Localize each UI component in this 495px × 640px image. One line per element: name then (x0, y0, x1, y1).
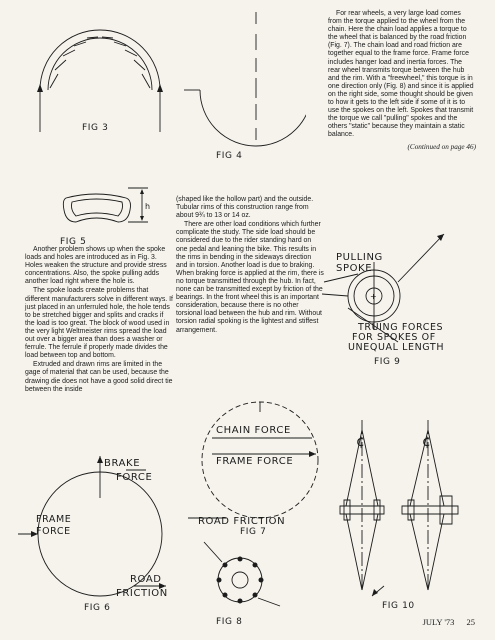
page-number: 25 (466, 617, 475, 627)
fig6-road-2: FRICTION (116, 588, 168, 599)
rim-section (63, 194, 130, 222)
middle-column (176, 196, 324, 336)
issue-date: JULY '73 (422, 617, 455, 627)
rim-outer-arc (40, 30, 160, 90)
right-column (328, 10, 476, 151)
fig9-pulling-1: PULLING (336, 252, 383, 263)
fig6-frame-2: FORCE (36, 526, 71, 537)
continued-note: (Continued on page 46) (407, 142, 476, 151)
fig6-label: FIG 6 (84, 603, 111, 613)
fig4-label: FIG 4 (216, 151, 243, 160)
centerline-right: ¢ (422, 434, 432, 450)
fig9-caption-1: TRUING FORCES (358, 322, 444, 333)
fig9-diagram (318, 222, 488, 372)
fig6-brake-1: BRAKE (104, 458, 141, 469)
fig3-diagram (30, 8, 170, 148)
fig7-chain-force: CHAIN FORCE (216, 425, 291, 436)
fig5-dim-label: h (145, 202, 151, 211)
fig6-svg (16, 450, 181, 620)
fig9-caption-2: FOR SPOKES OF (352, 332, 436, 343)
freewheel-teeth (217, 557, 264, 604)
fig9-label: FIG 9 (374, 357, 401, 367)
right-para-1: For rear wheels, a very large load comes from the torque applied to the wheel from the chain. Here the chain load applies a torque to the wheel that is balanced by the road friction (Fig. 7). The chain load and road friction are together equal to the frame force. Frame force includes hanger load and inertia forces. The rear wheel transmits torque between the hub and the rim. With a "freewheel," this torque is in one direction only (Fig. 8) and since it is applied on the right side, some thought should be given to how it gets to the left side if some of it is to use the spokes on the left. Spokes that transmit the torque we call "pulling" spokes and the others "static" because they maintain a static balance. (328, 10, 474, 139)
left-para-1: Another problem shows up when the spoke loads and holes are introduced as in Fig. 3. Holes weaken the structure and provide stress concentrations. Also, the spoke pulling adds another load right where the hole is. (25, 246, 167, 286)
fig7-diagram (186, 398, 336, 538)
fig6-brake-2: FORCE (116, 472, 153, 483)
fig7-label: FIG 7 (240, 527, 267, 537)
fig8-svg (196, 540, 306, 630)
fig8-label: FIG 8 (216, 617, 243, 627)
fig10-label: FIG 10 (382, 601, 415, 611)
fig8-diagram (196, 540, 306, 630)
half-rim-arc (200, 90, 306, 146)
fig9-caption-3: UNEQUAL LENGTH (348, 342, 445, 353)
mid-para-1: (shaped like the hollow part) and the outside. Tubular rims of this construction range from about 9¾ to 13 or 14 oz. (176, 196, 314, 220)
fig3-svg (30, 8, 170, 148)
fig10-svg (332, 410, 492, 620)
left-para-2: The spoke loads create problems that different manufacturers solve in different ways. If just placed in an unferruled hole, the hole tends to be stretched bigger and splits and cracks if the load is too great. The block of wood used in the very light Weltmeister rims spread the load out over a bigger area than does a washer or ferrule. The ferrule if properly made divides the load between top and bottom. (25, 287, 173, 360)
left-column (25, 246, 173, 395)
fig5-svg (56, 186, 166, 252)
fig7-svg (186, 398, 336, 538)
fig6-diagram (16, 450, 181, 620)
fig5-diagram (56, 186, 166, 252)
rim-inner-arc (48, 38, 152, 90)
left-para-3: Extruded and drawn rims are limited in the gage of material that can be used, because the drawing die does not have a good solid direct tie between the inside (25, 361, 173, 393)
fig3-label: FIG 3 (82, 123, 109, 133)
mid-para-2: There are other load conditions which further complicate the study. The side load should be considered due to the rider standing hard on one pedal and leaning the bike. This results in the rims in bending in the sideways direction and in torsion. Another load is due to braking. When braking force is applied at the rim, there is no torque transmitted through the hub. In fact, none can be transmitted except by friction of the bearings. In the front wheel this is an important consideration, because there is no other torsional load between the hub and rim. Without torsion radial spoking is the lightest and stiffest arrangement. (176, 221, 324, 334)
fig9-pulling-2: SPOKE (336, 263, 373, 274)
fig7-road-friction: ROAD FRICTION (198, 516, 286, 527)
page-footer (413, 617, 475, 627)
spoke-load-arrows (50, 37, 150, 88)
fig4-diagram (176, 10, 306, 160)
fig10-diagram (332, 410, 492, 620)
centerline-left: ¢ (356, 434, 366, 450)
fig5-label: FIG 5 (60, 237, 87, 247)
hub-axle-right (402, 506, 458, 514)
fig6-road-1: ROAD (130, 574, 162, 585)
fig4-svg (176, 10, 306, 160)
hub-center-plus: + (370, 292, 378, 301)
fig9-svg (318, 222, 488, 372)
fig7-frame-force: FRAME FORCE (216, 456, 294, 467)
fig6-frame-1: FRAME (36, 514, 72, 525)
